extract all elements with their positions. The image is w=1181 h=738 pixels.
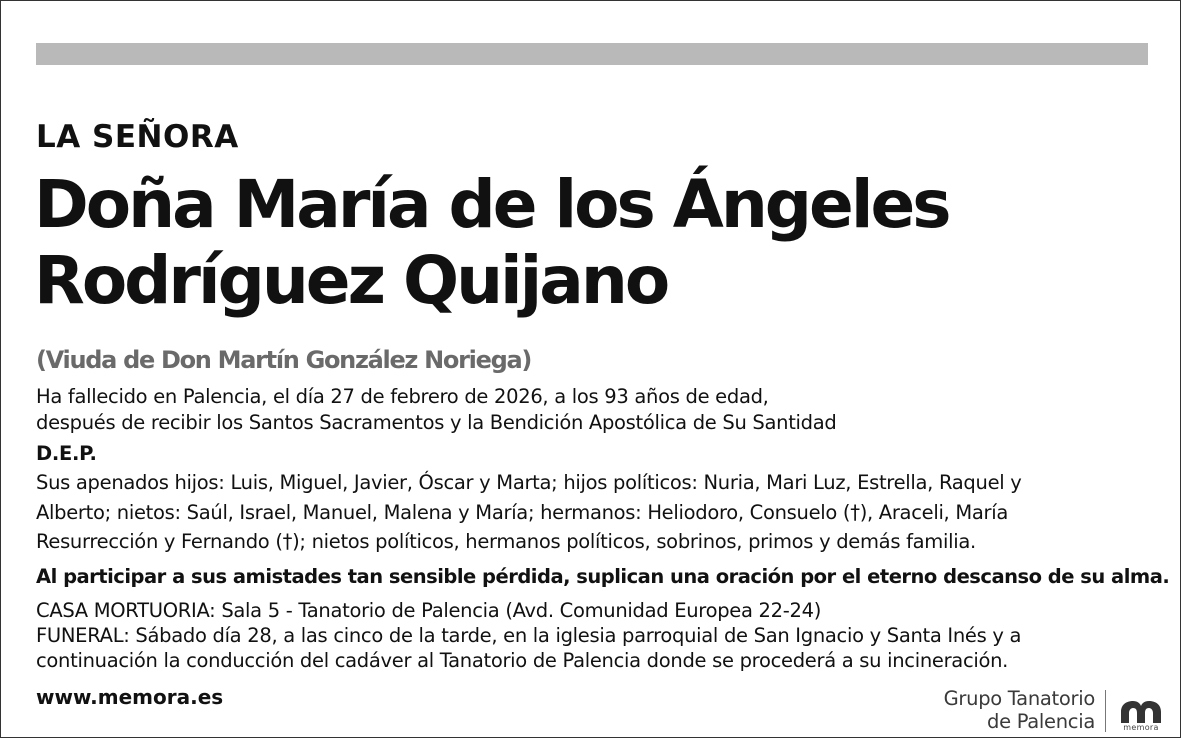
dep-label: D.E.P. bbox=[36, 442, 97, 465]
arrangement-line-1: CASA MORTUORIA: Sala 5 - Tanatorio de Palencia (Avd. Comunidad Europea 22-24) bbox=[36, 599, 822, 622]
name-line-2: Rodríguez Quijano bbox=[34, 242, 668, 319]
prayer-appeal: Al participar a sus amistades tan sensible pérdida, suplican una oración por el eterno descanso de su alma. bbox=[36, 565, 1170, 588]
death-announcement bbox=[36, 384, 836, 436]
brand-text bbox=[944, 687, 1095, 733]
funeral-arrangements bbox=[36, 598, 1021, 673]
deceased-name bbox=[34, 167, 948, 319]
brand-divider bbox=[1105, 690, 1106, 732]
name-line-1: Doña María de los Ángeles bbox=[34, 166, 949, 243]
website-link[interactable]: www.memora.es bbox=[36, 685, 224, 709]
arrangement-line-2: FUNERAL: Sábado día 28, a las cinco de la tarde, en la iglesia parroquial de San Ignacio y Santa Inés y a bbox=[36, 624, 1022, 647]
brand-line-1: Grupo Tanatorio bbox=[943, 687, 1095, 710]
family-list bbox=[36, 468, 1022, 557]
top-gray-bar bbox=[36, 43, 1148, 65]
widow-note: (Viuda de Don Martín González Noriega) bbox=[36, 346, 532, 374]
brand-block bbox=[927, 687, 1165, 735]
kicker-title: LA SEÑORA bbox=[36, 119, 239, 155]
death-line-2: después de recibir los Santos Sacramentos y la Bendición Apostólica de Su Santidad bbox=[36, 411, 837, 434]
memora-logo-word: memora bbox=[1123, 723, 1159, 732]
family-line-1: Sus apenados hijos: Luis, Miguel, Javier, Óscar y Marta; hijos políticos: Nuria, Mari Luz, Estrella, Raquel y bbox=[36, 471, 1022, 494]
family-line-3: Resurrección y Fernando (†); nietos políticos, hermanos políticos, sobrinos, primos y demás familia. bbox=[36, 530, 976, 553]
brand-line-2: de Palencia bbox=[987, 710, 1095, 733]
family-line-2: Alberto; nietos: Saúl, Israel, Manuel, Malena y María; hermanos: Heliodoro, Consuelo (†), Araceli, María bbox=[36, 500, 1009, 524]
death-line-1: Ha fallecido en Palencia, el día 27 de febrero de 2026, a los 93 años de edad, bbox=[36, 385, 769, 408]
arrangement-line-3: continuación la conducción del cadáver al Tanatorio de Palencia donde se procederá a su incineración. bbox=[36, 649, 1009, 672]
